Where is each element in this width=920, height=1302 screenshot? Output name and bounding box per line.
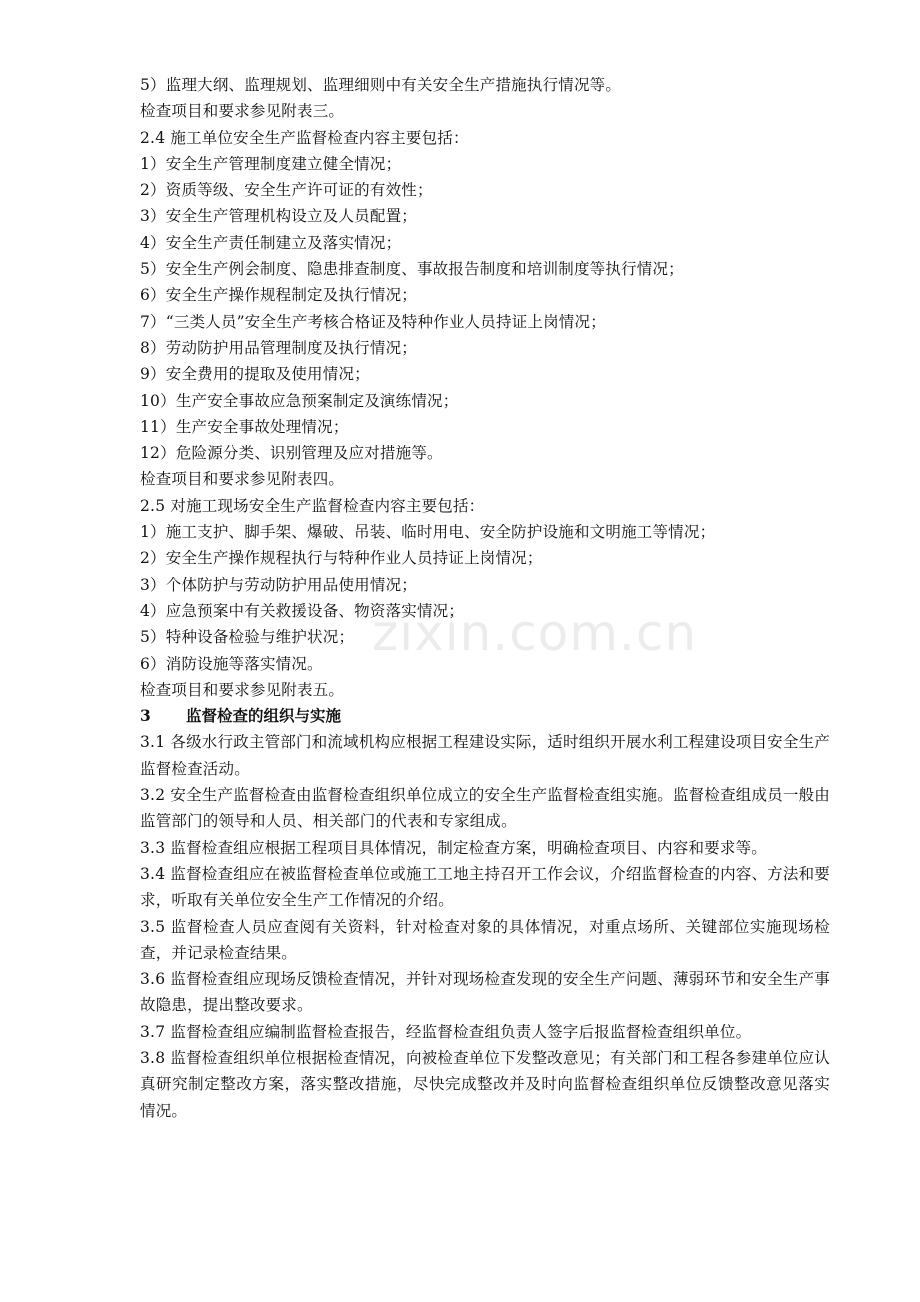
list-item: 2）资质等级、安全生产许可证的有效性； [140, 181, 433, 200]
list-item: 7）“三类人员”安全生产考核合格证及特种作业人员持证上岗情况； [140, 312, 606, 331]
list-item: 11）生产安全事故处理情况； [140, 417, 349, 436]
text-line: 检查项目和要求参见附表五。 [140, 680, 345, 699]
paragraph-3-7: 3.7 监督检查组应编制监督检查报告，经监督检查组负责人签字后报监督检查组织单位。 [140, 1022, 752, 1041]
paragraph-3-1: 3.1 各级水行政主管部门和流域机构应根据工程建设实际，适时组织开展水利工程建设项目安全生产监督检查活动。 [140, 733, 830, 778]
list-item: 1）施工支护、脚手架、爆破、吊装、临时用电、安全防护设施和文明施工等情况； [140, 523, 716, 542]
paragraph-3-4: 3.4 监督检查组应在被监督检查单位或施工工地主持召开工作会议，介绍监督检查的内容、方法和要求，听取有关单位安全生产工作情况的介绍。 [140, 864, 830, 910]
paragraph-3-8: 3.8 监督检查组织单位根据检查情况，向被检查单位下发整改意见；有关部门和工程各参建单位应认真研究制定整改方案，落实整改措施，尽快完成整改并及时向监督检查组织单位反馈整改意见落实情况。 [140, 1048, 830, 1120]
paragraph-3-5: 3.5 监督检查人员应查阅有关资料，针对检查对象的具体情况，对重点场所、关键部位实施现场检查，并记录检查结果。 [140, 917, 830, 962]
document-page [140, 72, 830, 1124]
section-2-4-heading: 2.4 施工单位安全生产监督检查内容主要包括： [140, 128, 469, 147]
list-item: 8）劳动防护用品管理制度及执行情况； [140, 338, 417, 357]
list-item: 4）应急预案中有关救援设备、物资落实情况； [140, 601, 465, 620]
paragraph-3-6: 3.6 监督检查组应现场反馈检查情况，并针对现场检查发现的安全生产问题、薄弱环节和安全生产事故隐患，提出整改要求。 [140, 970, 830, 1015]
list-item: 10）生产安全事故应急预案制定及演练情况； [140, 391, 459, 410]
list-item: 12）危险源分类、识别管理及应对措施等。 [140, 444, 443, 463]
list-item: 3）个体防护与劳动防护用品使用情况； [140, 575, 417, 594]
list-item: 5）特种设备检验与维护状况； [140, 628, 355, 647]
text-line: 检查项目和要求参见附表三。 [140, 102, 345, 121]
list-item: 1）安全生产管理制度建立健全情况； [140, 154, 402, 173]
section-3-title: 监督检查的组织与实施 [186, 706, 342, 726]
list-item: 4）安全生产责任制建立及落实情况； [140, 233, 402, 252]
paragraph-3-3: 3.3 监督检查组应根据工程项目具体情况，制定检查方案，明确检查项目、内容和要求等。 [140, 838, 767, 857]
list-item: 5）安全生产例会制度、隐患排查制度、事故报告制度和培训制度等执行情况； [140, 260, 684, 279]
watermark: zixin.com.cn [372, 604, 698, 662]
paragraph-3-2: 3.2 安全生产监督检查由监督检查组织单位成立的安全生产监督检查组实施。监督检查组成员一般由监管部门的领导和人员、相关部门的代表和专家组成。 [140, 786, 830, 831]
list-item: 2）安全生产操作规程执行与特种作业人员持证上岗情况； [140, 549, 543, 568]
list-item: 3）安全生产管理机构设立及人员配置； [140, 207, 417, 226]
section-2-5-heading: 2.5 对施工现场安全生产监督检查内容主要包括： [140, 496, 485, 515]
list-item: 6）安全生产操作规程制定及执行情况； [140, 286, 417, 305]
section-3-heading [140, 703, 830, 729]
section-3-number: 3 [140, 706, 151, 726]
list-item: 9）安全费用的提取及使用情况； [140, 365, 370, 384]
text-line: 5）监理大纲、监理规划、监理细则中有关安全生产措施执行情况等。 [140, 76, 622, 94]
text-line: 检查项目和要求参见附表四。 [140, 470, 345, 489]
list-item: 6）消防设施等落实情况。 [140, 654, 323, 673]
